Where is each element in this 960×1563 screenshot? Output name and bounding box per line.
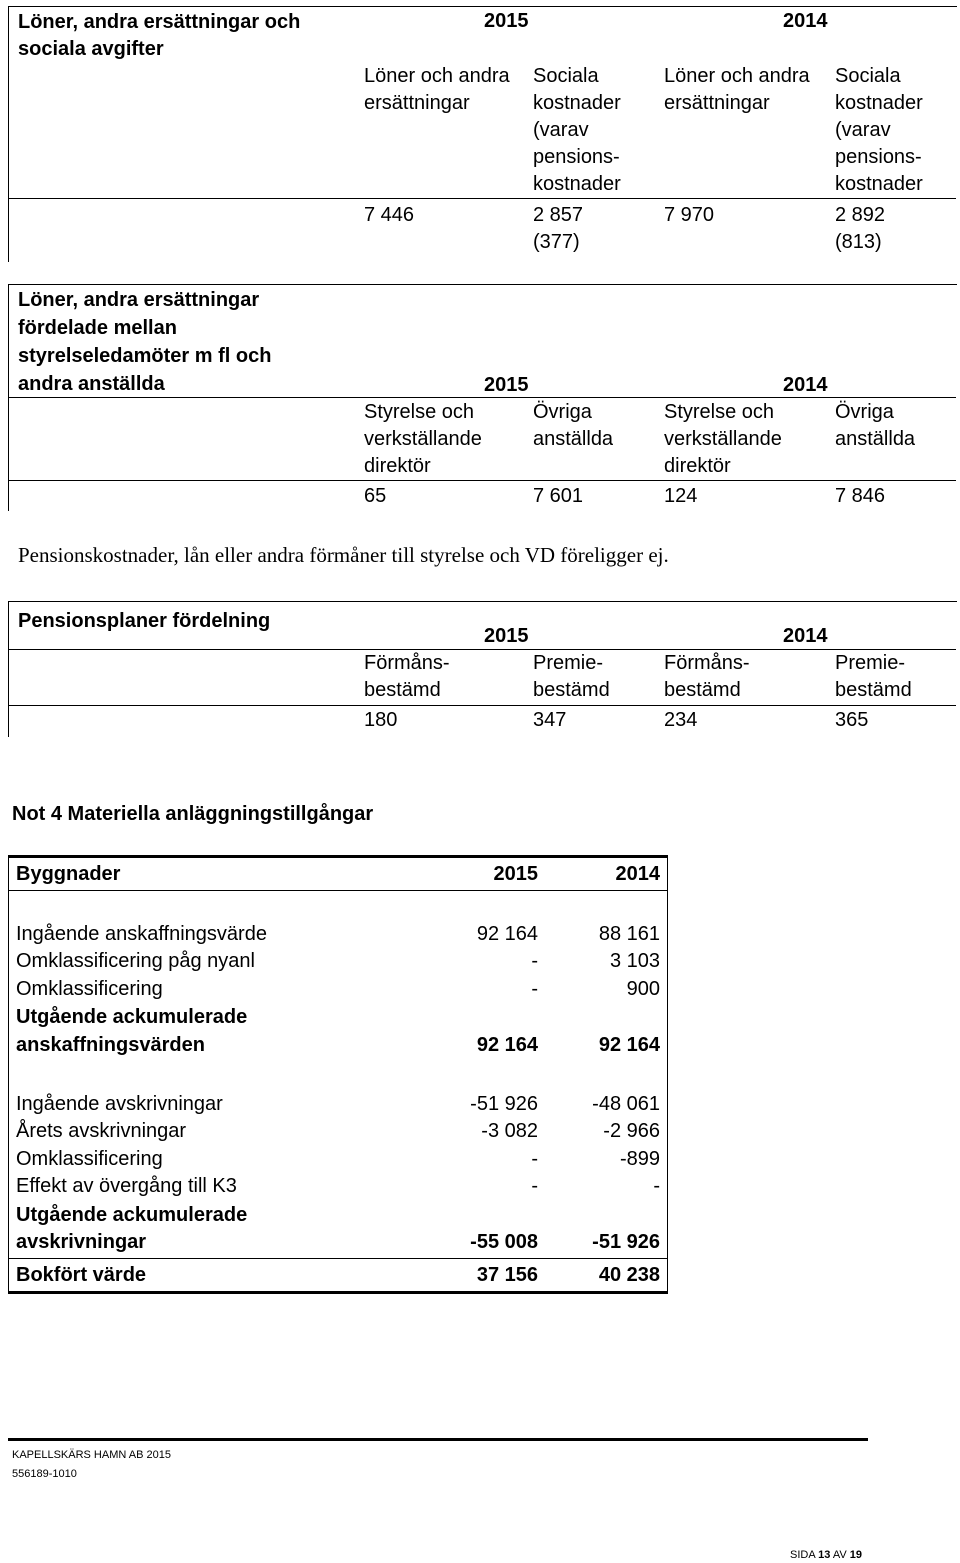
buildings-top-rule (8, 855, 668, 858)
distribution-heading: Löner, andra ersättningar fördelade mellan styrelseledamöter m fl och andra anställda (18, 289, 272, 395)
col-board-2014: Styrelse och verkställande direktör (664, 401, 782, 477)
social-value-2015: 2 857 (533, 204, 584, 226)
dep-row-2014: -2 966 (603, 1120, 660, 1142)
acq-row-2015: - (531, 978, 538, 1000)
col-salaries-2014: Löner och andra ersättningar (664, 65, 810, 114)
salaries-value-2015: 7 446 (364, 204, 415, 226)
board-value-2014: 124 (664, 485, 698, 507)
pension-plans-year-2014: 2014 (783, 625, 828, 647)
dep-total-label-line2: avskrivningar (16, 1231, 147, 1253)
acq-row-2015: 92 164 (476, 923, 538, 945)
defined-contribution-value-2014: 365 (835, 709, 869, 731)
dep-total-2014: -51 926 (592, 1231, 660, 1253)
dep-row-2015: - (531, 1175, 538, 1197)
dep-row-label: Årets avskrivningar (16, 1120, 187, 1142)
salaries-heading-line1: Löner, andra ersättningar och (18, 11, 301, 33)
note4-title: Not 4 Materiella anläggningstillgångar (12, 803, 374, 825)
book-value-2015: 37 156 (476, 1264, 538, 1286)
salaries-year-2014: 2014 (783, 10, 828, 32)
distribution-header-rule (8, 397, 956, 398)
buildings-right-border (667, 855, 668, 1293)
buildings-col-2014: 2014 (615, 863, 660, 885)
footer-company: KAPELLSKÄRS HAMN AB 2015 (12, 1449, 171, 1461)
acq-row-2014: 88 161 (598, 923, 660, 945)
defined-benefit-value-2014: 234 (664, 709, 698, 731)
col-other-2014: Övriga anställda (835, 401, 916, 450)
dep-total-label-line1: Utgående ackumulerade (16, 1204, 248, 1226)
col-other-2015: Övriga anställda (533, 401, 614, 450)
pension-plans-year-2015: 2015 (484, 625, 529, 647)
dep-row-label: Effekt av övergång till K3 (16, 1175, 237, 1197)
dep-row-2015: -3 082 (481, 1120, 538, 1142)
buildings-bottom-rule (8, 1291, 668, 1294)
dep-row-2015: - (531, 1148, 538, 1170)
buildings-left-border (8, 855, 9, 1293)
page-number: SIDA 13 AV 19 (790, 1549, 863, 1561)
acq-total-2014: 92 164 (598, 1034, 660, 1056)
defined-contribution-value-2015: 347 (533, 709, 567, 731)
other-value-2014: 7 846 (835, 485, 886, 507)
buildings-header-rule (8, 890, 668, 891)
col-defined-benefit-2015: Förmåns- bestämd (364, 652, 450, 701)
footer-rule (8, 1438, 868, 1441)
defined-benefit-value-2015: 180 (364, 709, 398, 731)
pension-plans-header-rule (8, 649, 956, 650)
book-value-label: Bokfört värde (16, 1264, 147, 1286)
pension-plans-divider (8, 705, 956, 706)
acq-row-label: Omklassificering påg nyanl (16, 950, 255, 972)
board-value-2015: 65 (364, 485, 387, 507)
col-salaries-2015: Löner och andra ersättningar (364, 65, 510, 114)
acq-row-2014: 3 103 (609, 950, 660, 972)
col-board-2015: Styrelse och verkställande direktör (364, 401, 482, 477)
salaries-heading-line2: sociala avgifter (18, 38, 164, 60)
dep-row-2014: -899 (619, 1148, 660, 1170)
pension-value-2014: (813) (835, 231, 882, 253)
acq-row-label: Ingående anskaffningsvärde (16, 923, 267, 945)
dep-row-2014: - (653, 1175, 660, 1197)
acq-row-2014: 900 (626, 978, 660, 1000)
salaries-year-2015: 2015 (484, 10, 529, 32)
pension-value-2015: (377) (533, 231, 580, 253)
col-defined-contribution-2015: Premie- bestämd (533, 652, 610, 701)
other-value-2015: 7 601 (533, 485, 584, 507)
distribution-year-2015: 2015 (484, 374, 529, 396)
col-social-2014: Sociala kostnader (varav pensions- kostnader (835, 65, 923, 195)
distribution-divider (8, 480, 956, 481)
acq-total-label-line2: anskaffningsvärden (16, 1034, 205, 1056)
col-defined-contribution-2014: Premie- bestämd (835, 652, 912, 701)
social-value-2014: 2 892 (835, 204, 886, 226)
dep-row-label: Omklassificering (16, 1148, 163, 1170)
salaries-value-2014: 7 970 (664, 204, 715, 226)
dep-row-2014: -48 061 (592, 1093, 660, 1115)
col-defined-benefit-2014: Förmåns- bestämd (664, 652, 750, 701)
pension-note: Pensionskostnader, lån eller andra förmåner till styrelse och VD föreligger ej. (18, 543, 669, 567)
salaries-divider (8, 198, 956, 199)
acq-row-2015: - (531, 950, 538, 972)
col-social-2015: Sociala kostnader (varav pensions- kostnader (533, 65, 621, 195)
footer-org-number: 556189-1010 (12, 1468, 77, 1480)
book-value-top-rule (8, 1258, 668, 1259)
book-value-2014: 40 238 (598, 1264, 660, 1286)
acq-total-label-line1: Utgående ackumulerade (16, 1006, 248, 1028)
distribution-year-2014: 2014 (783, 374, 828, 396)
pension-plans-heading: Pensionsplaner fördelning (18, 610, 271, 632)
acq-total-2015: 92 164 (476, 1034, 538, 1056)
dep-row-label: Ingående avskrivningar (16, 1093, 223, 1115)
buildings-title: Byggnader (16, 863, 121, 885)
dep-row-2015: -51 926 (470, 1093, 538, 1115)
dep-total-2015: -55 008 (470, 1231, 538, 1253)
acq-row-label: Omklassificering (16, 978, 163, 1000)
buildings-col-2015: 2015 (493, 863, 538, 885)
